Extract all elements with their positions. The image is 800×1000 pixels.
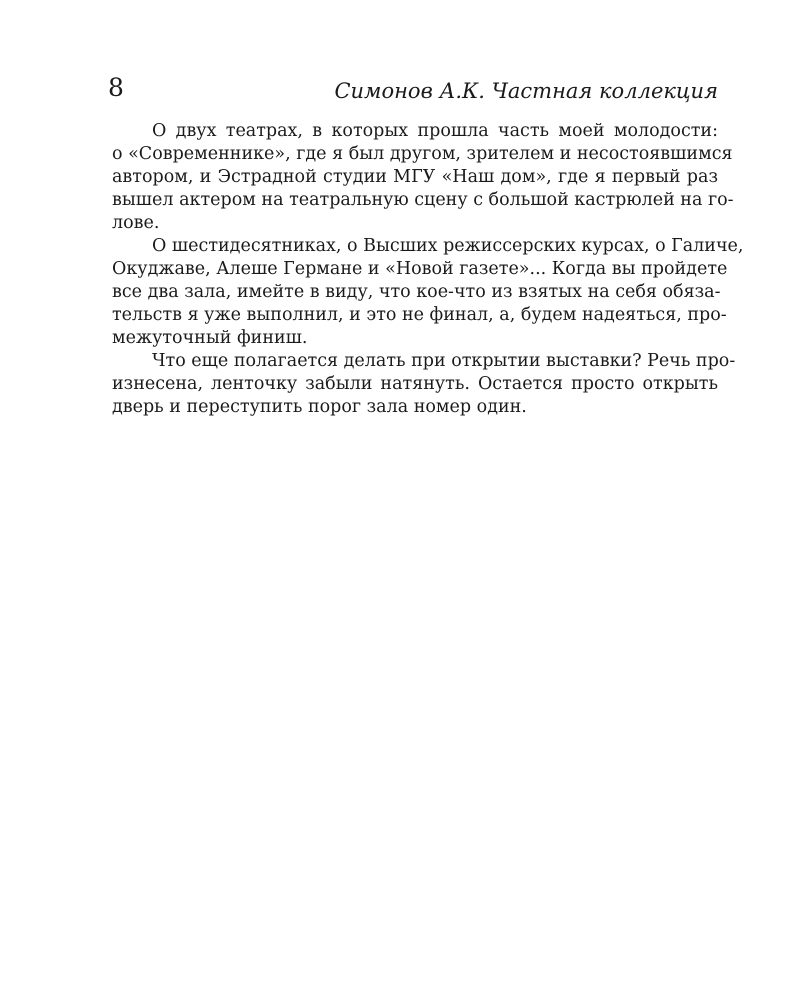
text-line: межуточный финиш.: [112, 328, 308, 348]
paragraph: [112, 350, 736, 419]
text-line: тельств я уже выполнил, и это не финал, а, будем надеяться, про-: [112, 305, 727, 325]
running-header: Симонов А.К. Частная коллекция: [334, 79, 718, 103]
text-line: изнесена, ленточку забыли натянуть. Остается просто открыть: [112, 374, 718, 394]
text-line: автором, и Эстрадной студии МГУ «Наш дом», где я первый раз: [112, 167, 718, 187]
text-line: Что еще полагается делать при открытии выставки? Речь про-: [152, 351, 736, 371]
text-line: дверь и переступить порог зала номер один.: [112, 397, 527, 417]
paragraph: [112, 120, 734, 235]
text-line: О двух театрах, в которых прошла часть моей молодости:: [152, 121, 718, 141]
body-text: [112, 120, 744, 419]
text-line: О шестидесятниках, о Высших режиссерских курсах, о Галиче,: [152, 236, 744, 256]
page-number: 8: [108, 73, 124, 102]
text-line: все два зала, имейте в виду, что кое-что из взятых на себя обяза-: [112, 282, 721, 302]
paragraph: [112, 235, 744, 350]
text-line: вышел актером на театральную сцену с большой кастрюлей на го-: [112, 190, 734, 210]
text-line: Окуджаве, Алеше Германе и «Новой газете»... Когда вы пройдете: [112, 259, 728, 279]
text-line: лове.: [112, 213, 160, 233]
text-line: о «Современнике», где я был другом, зрителем и несостоявшимся: [112, 144, 733, 164]
